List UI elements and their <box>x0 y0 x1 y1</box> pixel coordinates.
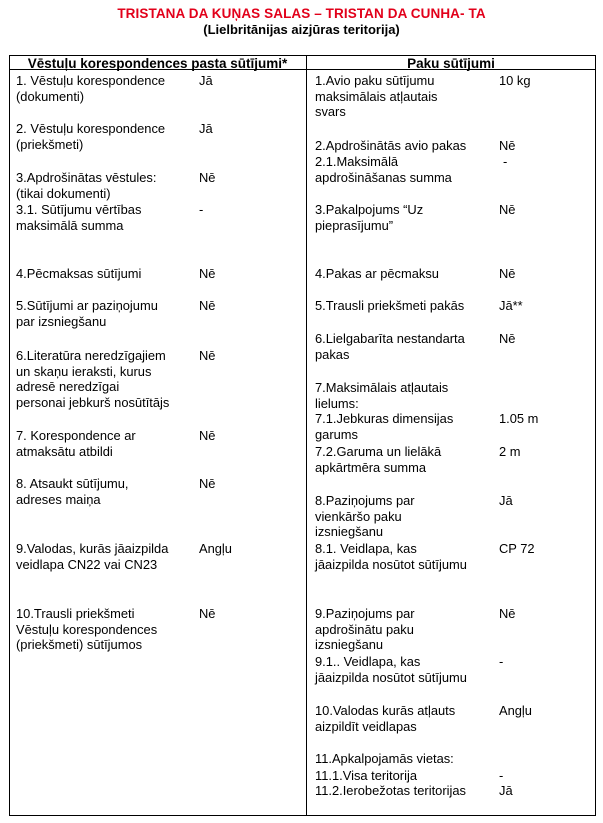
item-label-line: 5.Sūtījumi ar paziņojumu <box>16 298 158 313</box>
document-subtitle: (Lielbritānijas aizjūras teritorija) <box>203 22 400 37</box>
item-label-line: (tikai dokumenti) <box>16 185 111 201</box>
item-label-line: 10.Trausli priekšmeti <box>16 606 135 621</box>
item-label-line: 9.Valodas, kurās jāaizpilda <box>16 541 169 556</box>
item-label-line: 9.1.. Veidlapa, kas <box>315 654 421 669</box>
letters-item-value: Nē <box>199 298 216 313</box>
item-label-line: 3.1. Sūtījumu vērtības <box>16 202 142 217</box>
letters-item-value: Nē <box>199 476 216 491</box>
parcels-item-value: 10 kg <box>499 73 531 88</box>
item-label-line: 1. Vēstuļu korespondence <box>16 73 166 88</box>
item-label-line: 7.Maksimālais atļautais <box>315 380 449 395</box>
item-label-line: veidlapa CN22 vai CN23 <box>16 556 158 572</box>
table-left-border <box>9 55 10 816</box>
item-label-line: 4.Pakas ar pēcmaksu <box>315 266 439 281</box>
item-label-line: 6.Literatūra neredzīgajiem <box>16 348 166 363</box>
item-label-line: 8.Paziņojums par <box>315 493 415 508</box>
letters-item-label <box>16 266 141 282</box>
letters-item-label <box>16 298 158 329</box>
parcels-item-value: Nē <box>499 606 516 621</box>
item-label-line: pakas <box>315 346 350 362</box>
parcels-item-value: Nē <box>499 331 516 346</box>
item-label-line: aizpildīt veidlapas <box>315 718 417 734</box>
parcels-item-label <box>315 298 464 314</box>
item-label-line: 8.1. Veidlapa, kas <box>315 541 417 556</box>
item-label-line: maksimālā summa <box>16 217 124 233</box>
item-label-line: 4.Pēcmaksas sūtījumi <box>16 266 142 281</box>
item-label-line: apdrošinātu paku <box>315 621 414 637</box>
item-label-line: maksimālais atļautais <box>315 88 438 104</box>
item-label-line: adresē neredzīgai <box>16 379 120 395</box>
parcels-item-value: - <box>503 154 508 169</box>
item-label-line: jāaizpilda nosūtot sūtījumu <box>315 669 467 685</box>
item-label-line: 3.Pakalpojums “Uz <box>315 202 424 217</box>
parcels-item-label <box>315 606 415 653</box>
letters-item-label <box>16 348 169 410</box>
letters-item-value: Jā <box>199 73 213 88</box>
parcels-item-label <box>315 266 439 282</box>
parcels-item-label <box>315 154 452 185</box>
letters-item-label <box>16 606 157 653</box>
parcels-item-label <box>315 751 454 767</box>
letters-item-label <box>16 121 165 152</box>
parcels-item-value: - <box>499 654 504 669</box>
parcels-item-value: Nē <box>499 266 516 281</box>
parcels-item-label <box>315 783 466 799</box>
letters-item-label <box>16 476 129 507</box>
parcels-item-label <box>315 444 441 475</box>
letters-item-value: Nē <box>199 266 216 281</box>
item-label-line: (priekšmeti) sūtījumos <box>16 637 143 653</box>
item-label-line: 7.1.Jebkuras dimensijas <box>315 411 454 426</box>
item-label-line: 3.Apdrošinātas vēstules: <box>16 170 157 185</box>
item-label-line: apkārtmēra summa <box>315 459 427 475</box>
letters-item-label <box>16 202 141 233</box>
item-label-line: apdrošināšanas summa <box>315 169 452 185</box>
parcels-item-label <box>315 541 467 572</box>
parcels-item-value: Jā <box>499 493 513 508</box>
parcels-item-label <box>315 654 467 685</box>
item-label-line: 9.Paziņojums par <box>315 606 415 621</box>
parcels-item-label <box>315 202 423 233</box>
parcels-item-label <box>315 331 465 362</box>
letters-item-value: Nē <box>199 428 216 443</box>
parcels-item-label <box>315 768 417 784</box>
parcels-item-value: Jā <box>499 783 513 798</box>
letters-item-label <box>16 428 136 459</box>
item-label-line: un skaņu ieraksti, kurus <box>16 363 152 379</box>
item-label-line: izsniegšanu <box>315 524 384 540</box>
item-label-line: 2.1.Maksimālā <box>315 154 399 169</box>
letters-item-label <box>16 73 165 104</box>
item-label-line: personai jebkurš nosūtītājs <box>16 394 170 410</box>
parcels-item-value: Angļu <box>499 703 532 718</box>
item-label-line: atmaksātu atbildi <box>16 443 113 459</box>
item-label-line: 2.Apdrošinātās avio pakas <box>315 138 467 153</box>
parcels-item-label <box>315 493 415 540</box>
letters-item-value: Jā <box>199 121 213 136</box>
parcels-item-label <box>315 380 448 411</box>
item-label-line: 11.2.Ierobežotas teritorijas <box>315 783 466 798</box>
parcels-item-label <box>315 73 438 120</box>
item-label-line: 11.Apkalpojamās vietas: <box>315 751 454 766</box>
item-label-line: izsniegšanu <box>315 637 384 653</box>
item-label-line: 11.1.Visa teritorija <box>315 768 417 783</box>
parcels-column-header: Paku sūtījumi <box>407 56 495 71</box>
parcels-item-value: 2 m <box>499 444 521 459</box>
item-label-line: 7. Korespondence ar <box>16 428 136 443</box>
item-label-line: adreses maiņa <box>16 491 101 507</box>
letters-item-value: Angļu <box>199 541 232 556</box>
item-label-line: svars <box>315 104 346 120</box>
letters-column-header: Vēstuļu korespondences pasta sūtījumi* <box>27 56 288 71</box>
table-middle-divider <box>306 55 307 816</box>
item-label-line: vienkāršo paku <box>315 508 402 524</box>
item-label-line: lielums: <box>315 395 359 411</box>
document-title: TRISTANA DA KUŅAS SALAS – TRISTAN DA CUNHA- TA <box>117 6 486 21</box>
item-label-line: 1.Avio paku sūtījumu <box>315 73 435 88</box>
item-label-line: 8. Atsaukt sūtījumu, <box>16 476 129 491</box>
table-right-border <box>595 55 596 816</box>
item-label-line: garums <box>315 426 358 442</box>
item-label-line: pieprasījumu” <box>315 217 394 233</box>
item-label-line: 7.2.Garuma un lielākā <box>315 444 442 459</box>
letters-item-label <box>16 541 168 572</box>
item-label-line: (dokumenti) <box>16 88 85 104</box>
item-label-line: 2. Vēstuļu korespondence <box>16 121 166 136</box>
letters-item-label <box>16 170 156 201</box>
letters-item-value: Nē <box>199 348 216 363</box>
parcels-item-value: Nē <box>499 202 516 217</box>
item-label-line: jāaizpilda nosūtot sūtījumu <box>315 556 467 572</box>
letters-item-value: Nē <box>199 170 216 185</box>
parcels-item-label <box>315 411 453 442</box>
letters-item-value: - <box>199 202 204 217</box>
item-label-line: (priekšmeti) <box>16 136 84 152</box>
parcels-item-value: Jā** <box>499 298 523 313</box>
parcels-item-label <box>315 138 466 154</box>
item-label-line: Vēstuļu korespondences <box>16 621 158 637</box>
table-bottom-border <box>9 815 596 816</box>
item-label-line: 6.Lielgabarīta nestandarta <box>315 331 465 346</box>
parcels-item-value: 1.05 m <box>499 411 539 426</box>
parcels-item-label <box>315 703 455 734</box>
letters-item-value: Nē <box>199 606 216 621</box>
item-label-line: 10.Valodas kurās atļauts <box>315 703 456 718</box>
parcels-item-value: - <box>499 768 504 783</box>
item-label-line: 5.Trausli priekšmeti pakās <box>315 298 465 313</box>
parcels-item-value: Nē <box>499 138 516 153</box>
parcels-item-value: CP 72 <box>499 541 535 556</box>
item-label-line: par izsniegšanu <box>16 313 107 329</box>
